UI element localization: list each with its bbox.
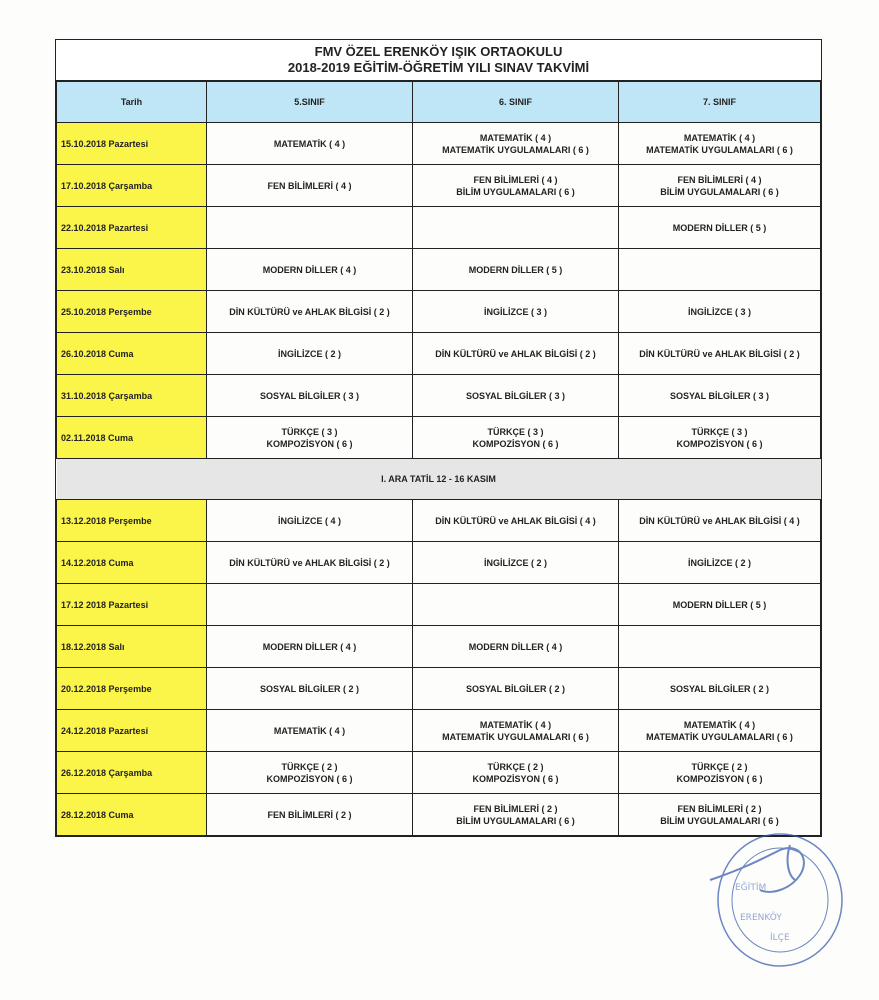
exam-subject: KOMPOZİSYON ( 6 ) bbox=[266, 773, 353, 784]
exam-cell-grade6 bbox=[413, 626, 619, 668]
exam-subject: FEN BİLİMLERİ ( 4 ) bbox=[267, 180, 352, 191]
svg-text:ERENKÖY: ERENKÖY bbox=[740, 913, 782, 923]
date-cell: 28.12.2018 Cuma bbox=[57, 794, 207, 836]
exam-subject: TÜRKÇE ( 2 ) bbox=[487, 761, 544, 772]
exam-subject: MATEMATİK ( 4 ) bbox=[273, 138, 346, 149]
exam-subject: BİLİM UYGULAMALARI ( 6 ) bbox=[456, 815, 575, 826]
exam-subject: DİN KÜLTÜRÜ ve AHLAK BİLGİSİ ( 2 ) bbox=[435, 348, 596, 359]
exam-subject: MATEMATİK UYGULAMALARI ( 6 ) bbox=[646, 731, 793, 742]
exam-subject: SOSYAL BİLGİLER ( 3 ) bbox=[465, 390, 566, 401]
exam-cell-grade5 bbox=[207, 500, 413, 542]
exam-subject: TÜRKÇE ( 3 ) bbox=[281, 426, 338, 437]
exam-subject: TÜRKÇE ( 2 ) bbox=[281, 761, 338, 772]
exam-subject: İNGİLİZCE ( 3 ) bbox=[688, 306, 751, 317]
school-title: FMV ÖZEL ERENKÖY IŞIK ORTAOKULU bbox=[314, 44, 563, 59]
column-header-grade5: 5.SINIF bbox=[207, 82, 413, 123]
schedule-row bbox=[57, 626, 821, 668]
exam-subject: MATEMATİK UYGULAMALARI ( 6 ) bbox=[646, 144, 793, 155]
exam-cell-grade6 bbox=[413, 752, 619, 794]
column-header-grade7: 7. SINIF bbox=[619, 82, 821, 123]
exam-subject: İNGİLİZCE ( 3 ) bbox=[484, 306, 547, 317]
exam-subject: MATEMATİK ( 4 ) bbox=[479, 719, 552, 730]
schedule-row bbox=[57, 207, 821, 249]
exam-subject: BİLİM UYGULAMALARI ( 6 ) bbox=[660, 186, 779, 197]
exam-cell-grade7 bbox=[619, 333, 821, 375]
holiday-row bbox=[57, 459, 821, 500]
date-cell: 18.12.2018 Salı bbox=[57, 626, 207, 668]
exam-cell-grade6 bbox=[413, 500, 619, 542]
schedule-row bbox=[57, 584, 821, 626]
date-cell: 13.12.2018 Perşembe bbox=[57, 500, 207, 542]
schedule-row bbox=[57, 123, 821, 165]
exam-cell-grade7 bbox=[619, 710, 821, 752]
exam-subject: FEN BİLİMLERİ ( 2 ) bbox=[267, 809, 352, 820]
exam-cell-grade5 bbox=[207, 752, 413, 794]
exam-subject: TÜRKÇE ( 2 ) bbox=[691, 761, 748, 772]
exam-cell-grade6 bbox=[413, 207, 619, 249]
exam-cell-grade7 bbox=[619, 584, 821, 626]
exam-cell-grade6 bbox=[413, 291, 619, 333]
date-cell: 25.10.2018 Perşembe bbox=[57, 291, 207, 333]
title-block bbox=[56, 40, 821, 81]
exam-subject: MATEMATİK UYGULAMALARI ( 6 ) bbox=[442, 144, 589, 155]
holiday-label: I. ARA TATİL 12 - 16 KASIM bbox=[57, 459, 821, 500]
exam-cell-grade5 bbox=[207, 207, 413, 249]
exam-subject: İNGİLİZCE ( 2 ) bbox=[278, 348, 341, 359]
date-cell: 22.10.2018 Pazartesi bbox=[57, 207, 207, 249]
exam-cell-grade5 bbox=[207, 291, 413, 333]
exam-subject: BİLİM UYGULAMALARI ( 6 ) bbox=[660, 815, 779, 826]
exam-cell-grade7 bbox=[619, 375, 821, 417]
exam-subject: DİN KÜLTÜRÜ ve AHLAK BİLGİSİ ( 4 ) bbox=[435, 515, 596, 526]
schedule-row bbox=[57, 668, 821, 710]
exam-cell-grade5 bbox=[207, 249, 413, 291]
exam-subject: FEN BİLİMLERİ ( 2 ) bbox=[677, 803, 762, 814]
exam-subject: DİN KÜLTÜRÜ ve AHLAK BİLGİSİ ( 4 ) bbox=[639, 515, 800, 526]
exam-subject: KOMPOZİSYON ( 6 ) bbox=[676, 438, 763, 449]
schedule-row bbox=[57, 542, 821, 584]
exam-cell-grade5 bbox=[207, 626, 413, 668]
exam-subject: FEN BİLİMLERİ ( 4 ) bbox=[473, 174, 558, 185]
exam-cell-grade6 bbox=[413, 375, 619, 417]
exam-subject: SOSYAL BİLGİLER ( 3 ) bbox=[669, 390, 770, 401]
exam-subject: MATEMATİK ( 4 ) bbox=[479, 132, 552, 143]
exam-subject: MODERN DİLLER ( 5 ) bbox=[672, 599, 767, 610]
exam-cell-grade5 bbox=[207, 417, 413, 459]
exam-subject: MODERN DİLLER ( 5 ) bbox=[468, 264, 563, 275]
exam-subject: FEN BİLİMLERİ ( 4 ) bbox=[677, 174, 762, 185]
schedule-row bbox=[57, 417, 821, 459]
exam-cell-grade7 bbox=[619, 542, 821, 584]
exam-cell-grade7 bbox=[619, 249, 821, 291]
exam-subject: KOMPOZİSYON ( 6 ) bbox=[266, 438, 353, 449]
exam-cell-grade5 bbox=[207, 542, 413, 584]
exam-cell-grade7 bbox=[619, 123, 821, 165]
exam-cell-grade5 bbox=[207, 165, 413, 207]
exam-cell-grade5 bbox=[207, 794, 413, 836]
exam-cell-grade6 bbox=[413, 668, 619, 710]
exam-cell-grade6 bbox=[413, 710, 619, 752]
exam-cell-grade5 bbox=[207, 333, 413, 375]
school-seal bbox=[700, 820, 850, 970]
date-cell: 14.12.2018 Cuma bbox=[57, 542, 207, 584]
exam-subject: DİN KÜLTÜRÜ ve AHLAK BİLGİSİ ( 2 ) bbox=[229, 306, 390, 317]
schedule-row bbox=[57, 333, 821, 375]
exam-subject: SOSYAL BİLGİLER ( 3 ) bbox=[259, 390, 360, 401]
date-cell: 02.11.2018 Cuma bbox=[57, 417, 207, 459]
exam-cell-grade6 bbox=[413, 249, 619, 291]
exam-subject: MATEMATİK ( 4 ) bbox=[273, 725, 346, 736]
date-cell: 20.12.2018 Perşembe bbox=[57, 668, 207, 710]
date-cell: 31.10.2018 Çarşamba bbox=[57, 375, 207, 417]
date-cell: 17.10.2018 Çarşamba bbox=[57, 165, 207, 207]
exam-cell-grade5 bbox=[207, 710, 413, 752]
schedule-row bbox=[57, 752, 821, 794]
exam-cell-grade5 bbox=[207, 668, 413, 710]
exam-subject: İNGİLİZCE ( 2 ) bbox=[484, 557, 547, 568]
svg-text:İLÇE: İLÇE bbox=[770, 933, 790, 943]
exam-cell-grade6 bbox=[413, 794, 619, 836]
exam-subject: KOMPOZİSYON ( 6 ) bbox=[472, 773, 559, 784]
exam-cell-grade6 bbox=[413, 584, 619, 626]
exam-subject: İNGİLİZCE ( 2 ) bbox=[688, 557, 751, 568]
exam-cell-grade7 bbox=[619, 417, 821, 459]
schedule-row bbox=[57, 291, 821, 333]
exam-cell-grade7 bbox=[619, 207, 821, 249]
svg-text:EĞİTİM: EĞİTİM bbox=[735, 883, 767, 893]
exam-subject: DİN KÜLTÜRÜ ve AHLAK BİLGİSİ ( 2 ) bbox=[229, 557, 390, 568]
exam-cell-grade5 bbox=[207, 123, 413, 165]
exam-subject: MODERN DİLLER ( 4 ) bbox=[468, 641, 563, 652]
schedule-row bbox=[57, 500, 821, 542]
exam-subject: İNGİLİZCE ( 4 ) bbox=[278, 515, 341, 526]
exam-subject: BİLİM UYGULAMALARI ( 6 ) bbox=[456, 186, 575, 197]
exam-cell-grade6 bbox=[413, 417, 619, 459]
schedule-row bbox=[57, 375, 821, 417]
exam-cell-grade7 bbox=[619, 752, 821, 794]
date-cell: 23.10.2018 Salı bbox=[57, 249, 207, 291]
schedule-row bbox=[57, 710, 821, 752]
date-cell: 26.12.2018 Çarşamba bbox=[57, 752, 207, 794]
column-header-grade6: 6. SINIF bbox=[413, 82, 619, 123]
column-header-date: Tarih bbox=[57, 82, 207, 123]
schedule-table bbox=[56, 81, 821, 836]
exam-subject: TÜRKÇE ( 3 ) bbox=[487, 426, 544, 437]
exam-cell-grade7 bbox=[619, 291, 821, 333]
date-cell: 26.10.2018 Cuma bbox=[57, 333, 207, 375]
schedule-row bbox=[57, 165, 821, 207]
exam-cell-grade6 bbox=[413, 333, 619, 375]
exam-subject: MODERN DİLLER ( 4 ) bbox=[262, 264, 357, 275]
exam-cell-grade7 bbox=[619, 165, 821, 207]
exam-subject: SOSYAL BİLGİLER ( 2 ) bbox=[669, 683, 770, 694]
exam-subject: KOMPOZİSYON ( 6 ) bbox=[472, 438, 559, 449]
date-cell: 17.12 2018 Pazartesi bbox=[57, 584, 207, 626]
exam-subject: MODERN DİLLER ( 5 ) bbox=[672, 222, 767, 233]
date-cell: 24.12.2018 Pazartesi bbox=[57, 710, 207, 752]
exam-cell-grade5 bbox=[207, 375, 413, 417]
schedule-row bbox=[57, 249, 821, 291]
schedule-title: 2018-2019 EĞİTİM-ÖĞRETİM YILI SINAV TAKVİMİ bbox=[287, 60, 590, 75]
exam-subject: FEN BİLİMLERİ ( 2 ) bbox=[473, 803, 558, 814]
exam-subject: MATEMATİK ( 4 ) bbox=[683, 719, 756, 730]
exam-subject: TÜRKÇE ( 3 ) bbox=[691, 426, 748, 437]
exam-subject: KOMPOZİSYON ( 6 ) bbox=[676, 773, 763, 784]
header-row bbox=[57, 82, 821, 123]
exam-subject: SOSYAL BİLGİLER ( 2 ) bbox=[259, 683, 360, 694]
exam-cell-grade7 bbox=[619, 626, 821, 668]
exam-subject: MATEMATİK ( 4 ) bbox=[683, 132, 756, 143]
exam-schedule-sheet bbox=[55, 39, 822, 837]
exam-cell-grade6 bbox=[413, 542, 619, 584]
exam-cell-grade7 bbox=[619, 500, 821, 542]
exam-cell-grade6 bbox=[413, 123, 619, 165]
exam-subject: SOSYAL BİLGİLER ( 2 ) bbox=[465, 683, 566, 694]
date-cell: 15.10.2018 Pazartesi bbox=[57, 123, 207, 165]
exam-subject: MATEMATİK UYGULAMALARI ( 6 ) bbox=[442, 731, 589, 742]
exam-cell-grade6 bbox=[413, 165, 619, 207]
exam-cell-grade7 bbox=[619, 668, 821, 710]
exam-subject: MODERN DİLLER ( 4 ) bbox=[262, 641, 357, 652]
exam-cell-grade5 bbox=[207, 584, 413, 626]
exam-subject: DİN KÜLTÜRÜ ve AHLAK BİLGİSİ ( 2 ) bbox=[639, 348, 800, 359]
